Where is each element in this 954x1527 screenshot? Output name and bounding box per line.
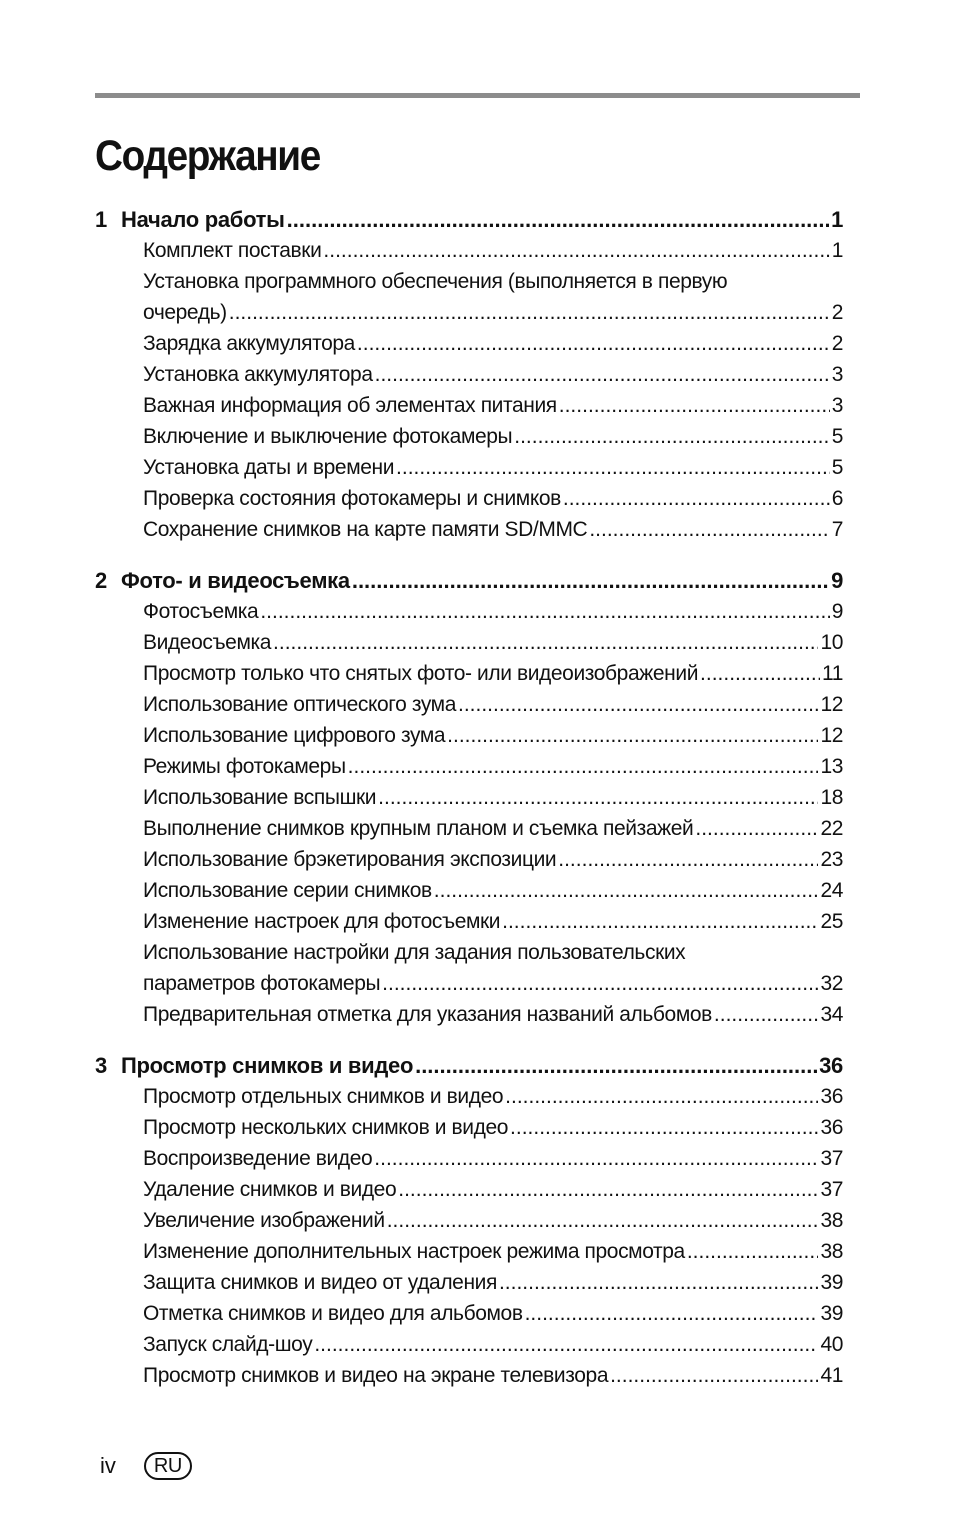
toc-entry-label: Отметка снимков и видео для альбомов xyxy=(143,1302,523,1325)
toc-entry-label: Просмотр снимков и видео на экране телевизора xyxy=(143,1364,609,1387)
toc-entry[interactable] xyxy=(95,906,843,937)
toc-entry-label: Предварительная отметка для указания названий альбомов xyxy=(143,1003,712,1026)
toc-entry[interactable] xyxy=(95,390,843,421)
chapter-page: 36 xyxy=(819,1053,843,1078)
toc-entry-page: 5 xyxy=(831,425,843,448)
page-number: iv xyxy=(100,1453,116,1478)
toc-entry[interactable] xyxy=(95,782,843,813)
toc-entry[interactable] xyxy=(95,328,843,359)
toc-entry[interactable] xyxy=(95,720,843,751)
toc-entry[interactable] xyxy=(95,1267,843,1298)
toc-entry[interactable] xyxy=(95,452,843,483)
dot-leader xyxy=(695,813,818,844)
toc-entry-page: 40 xyxy=(820,1333,843,1356)
dot-leader xyxy=(348,751,819,782)
toc-entry[interactable] xyxy=(95,297,843,328)
toc-entry-page: 5 xyxy=(831,456,843,479)
toc-entry-label: Запуск слайд-шоу xyxy=(143,1333,313,1356)
toc-entry-label: очередь) xyxy=(143,301,227,324)
dot-leader xyxy=(525,1298,819,1329)
toc-entry-label: Использование брэкетирования экспозиции xyxy=(143,848,557,871)
toc-entry-label: Включение и выключение фотокамеры xyxy=(143,425,513,448)
toc-entry-label-line: Установка программного обеспечения (выполняется в первую xyxy=(143,270,728,293)
toc-entry-label: Режимы фотокамеры xyxy=(143,755,346,778)
toc-entry[interactable] xyxy=(95,813,843,844)
dot-leader xyxy=(273,627,818,658)
toc-entry[interactable] xyxy=(95,968,843,999)
toc-entry-label: Установка аккумулятора xyxy=(143,363,373,386)
toc-entry-page: 37 xyxy=(820,1178,843,1201)
toc-entry-label: Проверка состояния фотокамеры и снимков xyxy=(143,487,561,510)
toc-entry-label: Изменение дополнительных настроек режима просмотра xyxy=(143,1240,685,1263)
chapter-number: 3 xyxy=(95,1053,107,1078)
toc-entry-page: 22 xyxy=(820,817,843,840)
toc-entry-label: Зарядка аккумулятора xyxy=(143,332,355,355)
dot-leader xyxy=(357,328,830,359)
dot-leader xyxy=(434,875,819,906)
chapter-page: 9 xyxy=(831,568,843,593)
toc-entry-page: 1 xyxy=(831,239,843,262)
dot-leader xyxy=(714,999,819,1030)
toc-entry[interactable] xyxy=(95,483,843,514)
toc-entry-label: Использование вспышки xyxy=(143,786,377,809)
toc-entry[interactable] xyxy=(95,596,843,627)
toc-chapter-heading[interactable] xyxy=(95,566,843,596)
toc-entry-label: Фотосъемка xyxy=(143,600,259,623)
toc-entry-page: 9 xyxy=(831,600,843,623)
dot-leader xyxy=(375,359,830,390)
page-footer xyxy=(100,1452,192,1480)
table-of-contents xyxy=(95,205,843,1412)
dot-leader xyxy=(687,1236,819,1267)
toc-entry[interactable] xyxy=(95,1329,843,1360)
toc-entry-page: 39 xyxy=(820,1271,843,1294)
toc-entry-page: 41 xyxy=(820,1364,843,1387)
toc-entry-page: 37 xyxy=(820,1147,843,1170)
chapter-title: Начало работы xyxy=(121,207,285,232)
toc-entry-label: Выполнение снимков крупным планом и съемка пейзажей xyxy=(143,817,694,840)
dot-leader xyxy=(502,906,818,937)
dot-leader xyxy=(700,658,820,689)
dot-leader xyxy=(415,1051,817,1081)
toc-entry-page: 38 xyxy=(820,1240,843,1263)
dot-leader xyxy=(314,1329,818,1360)
toc-entry-label: Просмотр только что снятых фото- или видеоизображений xyxy=(143,662,699,685)
language-badge: RU xyxy=(144,1452,192,1480)
dot-leader xyxy=(499,1267,818,1298)
toc-entry[interactable] xyxy=(95,1298,843,1329)
dot-leader xyxy=(447,720,818,751)
toc-entry-page: 2 xyxy=(831,332,843,355)
toc-entry[interactable] xyxy=(95,1174,843,1205)
toc-entry-label: Установка даты и времени xyxy=(143,456,395,479)
toc-entry-page: 3 xyxy=(831,363,843,386)
toc-entry-label: Защита снимков и видео от удаления xyxy=(143,1271,497,1294)
dot-leader xyxy=(352,566,829,596)
toc-entry[interactable] xyxy=(95,689,843,720)
toc-entry-label: Увеличение изображений xyxy=(143,1209,385,1232)
toc-entry-label: Использование серии снимков xyxy=(143,879,432,902)
toc-entry-page: 12 xyxy=(820,724,843,747)
dot-leader xyxy=(563,483,830,514)
toc-chapter xyxy=(95,205,843,545)
toc-entry-label: Просмотр отдельных снимков и видео xyxy=(143,1085,504,1108)
toc-entry[interactable] xyxy=(95,1236,843,1267)
dot-leader xyxy=(558,844,818,875)
dot-leader xyxy=(229,297,830,328)
toc-entry-label: Видеосъемка xyxy=(143,631,272,654)
toc-entry-page: 25 xyxy=(820,910,843,933)
toc-entry-page: 36 xyxy=(820,1116,843,1139)
toc-chapter-heading[interactable] xyxy=(95,1051,843,1081)
dot-leader xyxy=(398,1174,818,1205)
toc-entry-label: Изменение настроек для фотосъемки xyxy=(143,910,501,933)
toc-entry[interactable] xyxy=(95,627,843,658)
toc-entry-page: 18 xyxy=(820,786,843,809)
toc-entry[interactable] xyxy=(95,421,843,452)
chapter-title: Фото- и видеосъемка xyxy=(121,568,350,593)
page-title: Содержание xyxy=(95,132,320,180)
dot-leader xyxy=(260,596,829,627)
dot-leader xyxy=(374,1143,818,1174)
toc-entry-page: 24 xyxy=(820,879,843,902)
dot-leader xyxy=(589,514,829,545)
toc-entry[interactable] xyxy=(95,751,843,782)
toc-entry[interactable] xyxy=(95,844,843,875)
dot-leader xyxy=(323,235,829,266)
toc-entry-label: параметров фотокамеры xyxy=(143,972,381,995)
chapter-number: 1 xyxy=(95,207,107,232)
toc-entry-page: 34 xyxy=(820,1003,843,1026)
toc-entry-page: 7 xyxy=(831,518,843,541)
dot-leader xyxy=(382,968,818,999)
toc-chapter xyxy=(95,566,843,1030)
toc-entry-page: 11 xyxy=(822,662,843,685)
toc-entry[interactable] xyxy=(95,658,843,689)
chapter-number: 2 xyxy=(95,568,107,593)
toc-chapter-heading[interactable] xyxy=(95,205,843,235)
toc-entry-page: 38 xyxy=(820,1209,843,1232)
dot-leader xyxy=(505,1081,818,1112)
dot-leader xyxy=(610,1360,818,1391)
toc-entry-page: 39 xyxy=(820,1302,843,1325)
toc-entry[interactable] xyxy=(95,999,843,1030)
toc-entry-label: Воспроизведение видео xyxy=(143,1147,373,1170)
toc-entry-page: 23 xyxy=(820,848,843,871)
toc-entry[interactable] xyxy=(95,1143,843,1174)
toc-entry-label: Удаление снимков и видео xyxy=(143,1178,397,1201)
toc-entry-page: 6 xyxy=(831,487,843,510)
toc-entry[interactable] xyxy=(95,1360,843,1391)
toc-entry[interactable] xyxy=(95,1081,843,1112)
dot-leader xyxy=(458,689,818,720)
chapter-title: Просмотр снимков и видео xyxy=(121,1053,414,1078)
dot-leader xyxy=(378,782,818,813)
top-rule xyxy=(95,93,860,98)
chapter-page: 1 xyxy=(831,207,843,232)
toc-chapter xyxy=(95,1051,843,1391)
toc-entry-label-line: Использование настройки для задания пользовательских xyxy=(143,941,686,964)
toc-entry[interactable] xyxy=(95,875,843,906)
toc-entry[interactable] xyxy=(95,514,843,545)
toc-entry-page: 12 xyxy=(820,693,843,716)
toc-entry-page: 36 xyxy=(820,1085,843,1108)
toc-entry-label: Использование оптического зума xyxy=(143,693,456,716)
toc-entry[interactable] xyxy=(95,1205,843,1236)
toc-entry-label: Просмотр нескольких снимков и видео xyxy=(143,1116,509,1139)
toc-entry[interactable] xyxy=(95,1112,843,1143)
toc-entry-page: 32 xyxy=(820,972,843,995)
dot-leader xyxy=(387,1205,819,1236)
toc-entry-label: Важная информация об элементах питания xyxy=(143,394,557,417)
toc-entry-page: 3 xyxy=(831,394,843,417)
dot-leader xyxy=(287,205,829,235)
dot-leader xyxy=(559,390,830,421)
toc-entry-page: 2 xyxy=(831,301,843,324)
dot-leader xyxy=(396,452,830,483)
toc-entry[interactable] xyxy=(95,359,843,390)
toc-entry-page: 10 xyxy=(820,631,843,654)
toc-entry-page: 13 xyxy=(820,755,843,778)
toc-entry[interactable] xyxy=(95,235,843,266)
toc-entry-label: Использование цифрового зума xyxy=(143,724,446,747)
toc-entry-label: Сохранение снимков на карте памяти SD/MMC xyxy=(143,518,588,541)
dot-leader xyxy=(510,1112,818,1143)
toc-entry-label: Комплект поставки xyxy=(143,239,322,262)
dot-leader xyxy=(514,421,829,452)
